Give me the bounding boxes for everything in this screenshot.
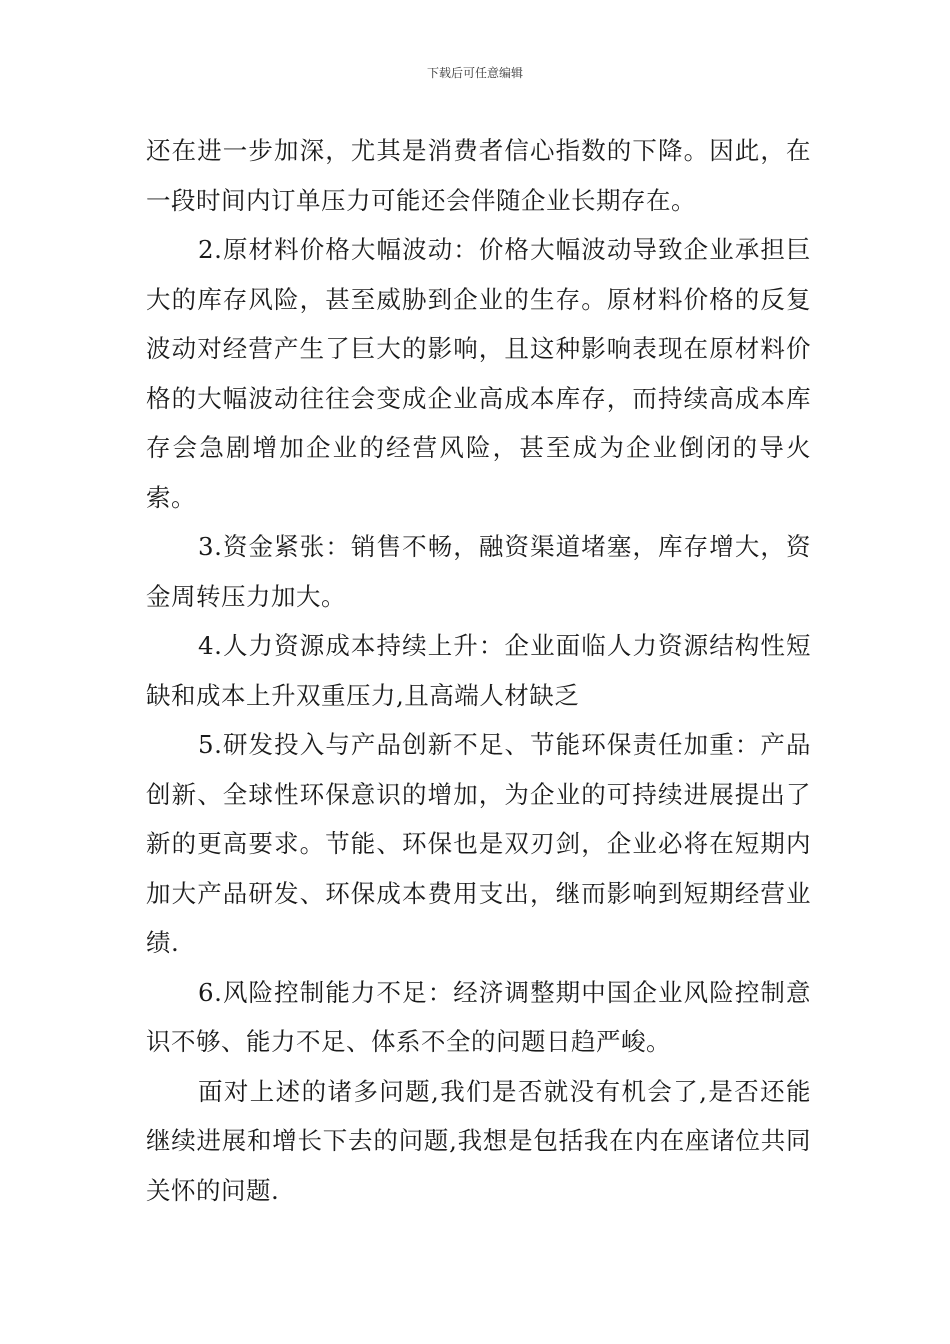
paragraph-continuation: 还在进一步加深，尤其是消费者信心指数的下降。因此，在一段时间内订单压力可能还会伴随企业长期存在。: [146, 136, 811, 215]
paragraph-rd-innovation: 5.研发投入与产品创新不足、节能环保责任加重：产品创新、全球性环保意识的增加，为企业的可持续进展提出了新的更高要求。节能、环保也是双刃剑，企业必将在短期内加大产品研发、环保成本费用支出，继而影响到短期经营业绩.: [146, 730, 811, 957]
page-header-note: 下载后可任意编辑: [426, 66, 523, 80]
paragraph-funding-shortage: 3.资金紧张：销售不畅，融资渠道堵塞，库存增大，资金周转压力加大。: [146, 532, 811, 611]
paragraph-raw-material-prices: 2.原材料价格大幅波动：价格大幅波动导致企业承担巨大的库存风险，甚至威胁到企业的生存。原材料价格的反复波动对经营产生了巨大的影响，且这种影响表现在原材料价格的大幅波动往往会变成企业高成本库存，而持续高成本库存会急剧增加企业的经营风险，甚至成为企业倒闭的导火索。: [146, 235, 811, 512]
paragraph-risk-control: 6.风险控制能力不足：经济调整期中国企业风险控制意识不够、能力不足、体系不全的问题日趋严峻。: [146, 977, 811, 1056]
paragraph-conclusion: 面对上述的诸多问题,我们是否就没有机会了,是否还能继续进展和增长下去的问题,我想是包括我在内在座诸位共同关怀的问题.: [146, 1076, 811, 1205]
paragraph-labor-cost: 4.人力资源成本持续上升：企业面临人力资源结构性短缺和成本上升双重压力,且高端人材缺乏: [146, 631, 811, 710]
document-body: [146, 126, 811, 1215]
